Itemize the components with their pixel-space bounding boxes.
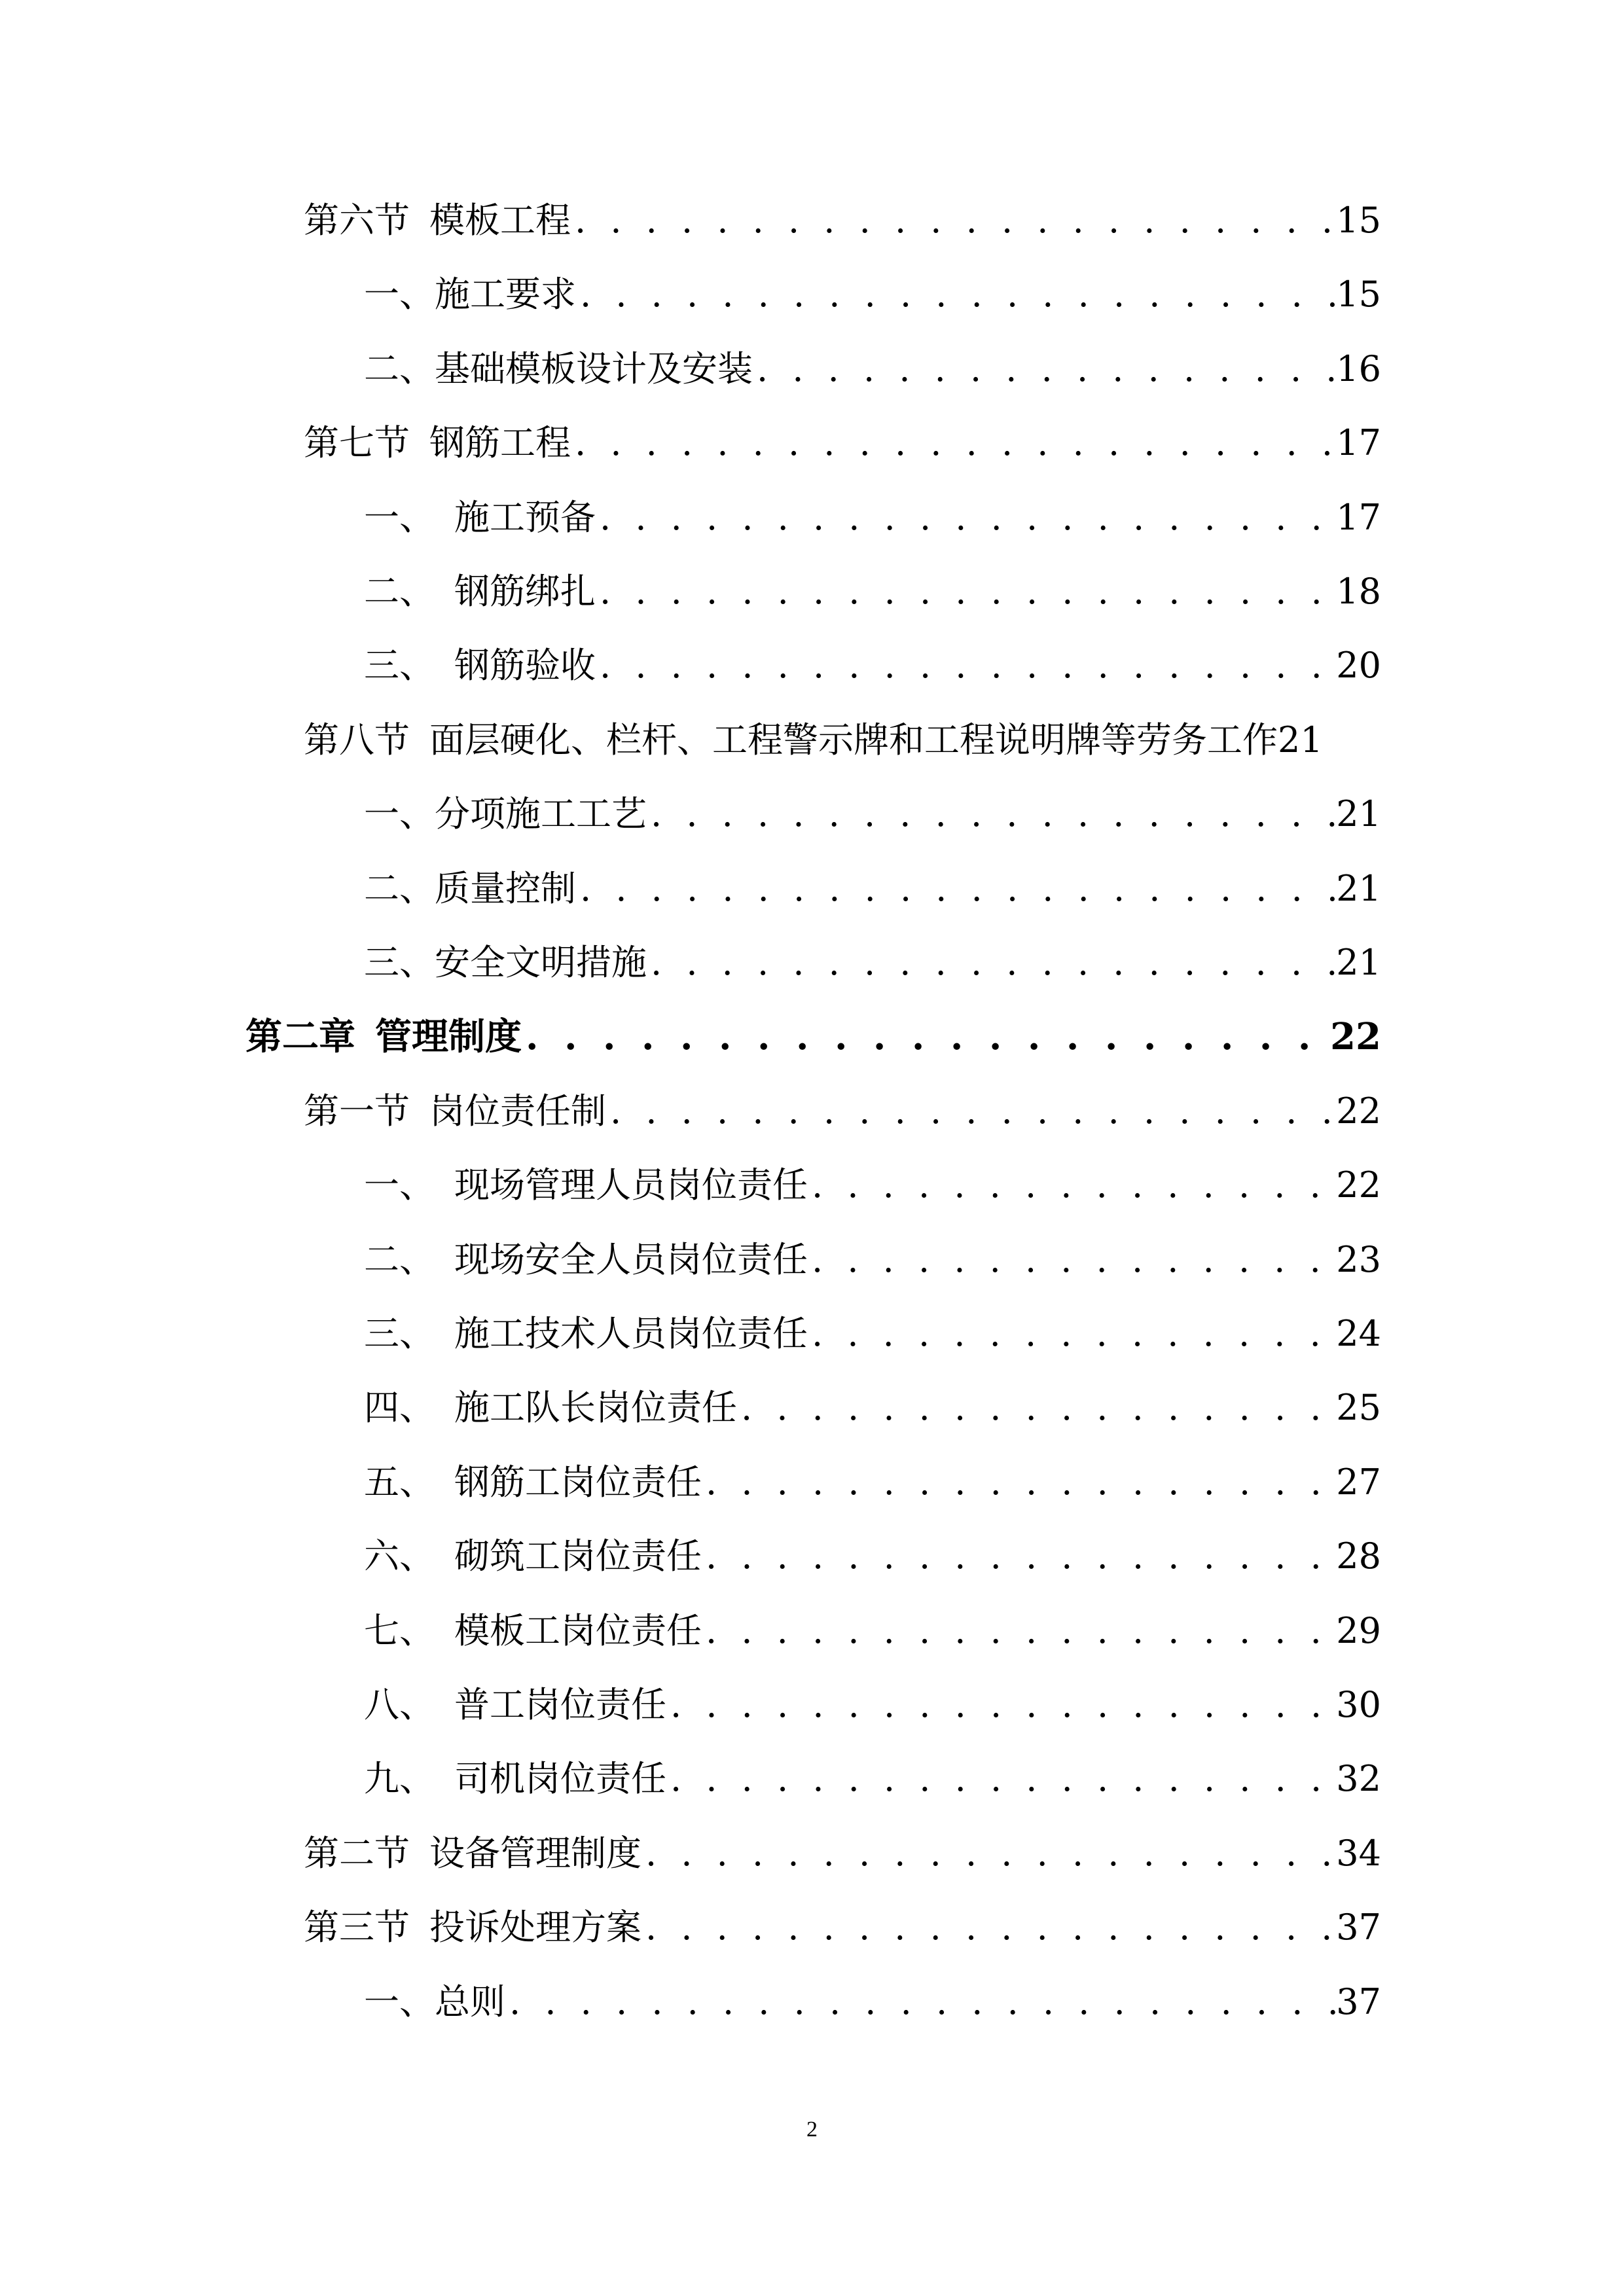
toc-entry-page: 23 xyxy=(1336,1238,1381,1280)
toc-dot-leader xyxy=(571,194,1336,247)
toc-dot-leader xyxy=(571,417,1336,469)
toc-entry[interactable] xyxy=(364,1679,1381,1731)
toc-entry-number: 八、 xyxy=(364,1684,435,1725)
toc-dot-leader xyxy=(808,1159,1336,1211)
toc-entry-page: 37 xyxy=(1336,1981,1381,2022)
toc-dot-leader xyxy=(505,1976,1336,2028)
toc-entry-number: 一、 xyxy=(364,1164,435,1206)
toc-entry-number: 第一节 xyxy=(304,1090,410,1132)
toc-dot-leader xyxy=(576,268,1336,321)
toc-entry[interactable] xyxy=(364,788,1381,840)
toc-entry[interactable] xyxy=(364,1159,1381,1211)
toc-dot-leader xyxy=(647,788,1336,840)
toc-entry-page: 34 xyxy=(1336,1832,1381,1874)
toc-entry[interactable] xyxy=(304,1901,1381,1954)
toc-entry-title: 施工预备 xyxy=(454,496,596,538)
toc-entry-number: 一、 xyxy=(364,496,435,538)
toc-entry-number: 第二章 xyxy=(245,1015,355,1059)
toc-entry-page: 21 xyxy=(1278,719,1323,761)
toc-entry-page: 22 xyxy=(1336,1164,1381,1206)
toc-entry[interactable] xyxy=(304,1085,1381,1138)
toc-entry-page: 32 xyxy=(1336,1758,1381,1800)
toc-entry-page: 29 xyxy=(1336,1609,1381,1651)
toc-entry-page: 15 xyxy=(1336,274,1381,315)
toc-entry-title: 司机岗位责任 xyxy=(454,1758,666,1800)
toc-entry[interactable] xyxy=(364,1456,1381,1509)
toc-entry-number: 第二节 xyxy=(304,1832,410,1874)
toc-entry-title: 管理制度 xyxy=(375,1015,522,1059)
toc-entry-title: 施工要求 xyxy=(435,274,576,315)
toc-entry-title: 分项施工工艺 xyxy=(435,793,647,835)
toc-entry[interactable] xyxy=(304,1827,1381,1880)
toc-entry-page: 37 xyxy=(1336,1907,1381,1948)
toc-entry-title: 模板工程 xyxy=(429,200,571,241)
toc-entry-title: 钢筋工程 xyxy=(429,422,571,464)
toc-entry-number: 第三节 xyxy=(304,1907,410,1948)
toc-entry-number: 五、 xyxy=(364,1461,435,1503)
toc-entry[interactable] xyxy=(364,639,1381,692)
toc-entry-title: 钢筋验收 xyxy=(454,645,596,687)
toc-dot-leader xyxy=(753,343,1336,395)
toc-dot-leader xyxy=(702,1605,1336,1657)
toc-dot-leader xyxy=(808,1308,1336,1360)
toc-entry[interactable] xyxy=(364,937,1381,989)
toc-entry-number: 第六节 xyxy=(304,200,410,241)
toc-entry[interactable] xyxy=(245,1011,1381,1063)
toc-entry[interactable] xyxy=(364,268,1381,321)
toc-dot-leader xyxy=(666,1753,1336,1805)
toc-entry-number: 四、 xyxy=(364,1387,435,1429)
toc-entry-number: 一、 xyxy=(364,1981,435,2022)
toc-entry-page: 15 xyxy=(1336,200,1381,241)
toc-dot-leader xyxy=(596,639,1336,692)
toc-entry-number: 第七节 xyxy=(304,422,410,464)
toc-dot-leader xyxy=(596,492,1336,544)
toc-entry-page: 21 xyxy=(1336,867,1381,909)
toc-entry-page: 21 xyxy=(1336,942,1381,983)
toc-dot-leader xyxy=(641,1901,1336,1954)
toc-entry-title: 安全文明措施 xyxy=(435,942,647,983)
toc-entry-page: 17 xyxy=(1336,422,1381,464)
toc-dot-leader xyxy=(641,1827,1336,1880)
toc-entry-page: 28 xyxy=(1336,1535,1381,1577)
toc-entry-title: 投诉处理方案 xyxy=(429,1907,641,1948)
toc-entry-title: 设备管理制度 xyxy=(429,1832,641,1874)
toc-entry-title: 普工岗位责任 xyxy=(454,1684,666,1725)
toc-entry-title: 模板工岗位责任 xyxy=(454,1609,702,1651)
toc-entry-number: 三、 xyxy=(364,645,435,687)
toc-entry-page: 18 xyxy=(1336,571,1381,612)
toc-entry-title: 基础模板设计及安装 xyxy=(435,348,753,389)
toc-dot-leader xyxy=(596,565,1336,618)
toc-entry[interactable] xyxy=(364,1382,1381,1434)
toc-entry-number: 一、 xyxy=(364,274,435,315)
toc-entry-page: 16 xyxy=(1336,348,1381,389)
toc-entry-number: 三、 xyxy=(364,942,435,983)
toc-entry-title: 面层硬化、栏杆、工程警示牌和工程说明牌等劳务工作 xyxy=(429,719,1278,761)
toc-dot-leader xyxy=(702,1456,1336,1509)
toc-entry-number: 第八节 xyxy=(304,719,410,761)
toc-entry-page: 22 xyxy=(1336,1090,1381,1132)
toc-dot-leader xyxy=(576,863,1336,915)
toc-entry[interactable] xyxy=(364,565,1381,618)
toc-entry[interactable] xyxy=(364,1976,1381,2028)
toc-entry[interactable] xyxy=(364,492,1381,544)
toc-entry[interactable] xyxy=(364,1605,1381,1657)
toc-dot-leader xyxy=(702,1530,1336,1583)
toc-dot-leader xyxy=(808,1234,1336,1286)
toc-entry-number: 二、 xyxy=(364,348,435,389)
toc-entry-title: 现场安全人员岗位责任 xyxy=(454,1238,808,1280)
toc-entry[interactable] xyxy=(364,1308,1381,1360)
toc-dot-leader xyxy=(647,937,1336,989)
toc-entry-title: 施工队长岗位责任 xyxy=(454,1387,737,1429)
toc-entry-page: 20 xyxy=(1336,645,1381,687)
toc-entry-page: 17 xyxy=(1336,496,1381,538)
toc-entry[interactable] xyxy=(304,417,1381,469)
toc-entry-title: 总则 xyxy=(435,1981,505,2022)
toc-entry-title: 质量控制 xyxy=(435,867,576,909)
toc-entry-title: 施工技术人员岗位责任 xyxy=(454,1313,808,1354)
toc-entry-page: 24 xyxy=(1336,1313,1381,1354)
toc-entry-number: 一、 xyxy=(364,793,435,835)
toc-entry-title: 现场管理人员岗位责任 xyxy=(454,1164,808,1206)
toc-entry[interactable] xyxy=(304,194,1381,247)
toc-entry-number: 二、 xyxy=(364,571,435,612)
toc-entry[interactable] xyxy=(304,714,1323,766)
toc-entry[interactable] xyxy=(364,343,1381,395)
toc-entry-title: 砌筑工岗位责任 xyxy=(454,1535,702,1577)
toc-entry-number: 六、 xyxy=(364,1535,435,1577)
toc-entry-page: 22 xyxy=(1330,1015,1381,1059)
toc-dot-leader xyxy=(606,1085,1336,1138)
toc-dot-leader xyxy=(666,1679,1336,1731)
toc-entry[interactable] xyxy=(364,863,1381,915)
toc-entry-page: 30 xyxy=(1336,1684,1381,1725)
toc-entry[interactable] xyxy=(364,1234,1381,1286)
toc-entry-title: 钢筋绑扎 xyxy=(454,571,596,612)
toc-entry-number: 二、 xyxy=(364,1238,435,1280)
page-number: 2 xyxy=(806,2117,818,2142)
toc-entry-page: 25 xyxy=(1336,1387,1381,1429)
toc-entry-number: 二、 xyxy=(364,867,435,909)
toc-dot-leader xyxy=(737,1382,1336,1434)
toc-entry-page: 21 xyxy=(1336,793,1381,835)
toc-entry[interactable] xyxy=(364,1753,1381,1805)
toc-entry-page: 27 xyxy=(1336,1461,1381,1503)
toc-entry-number: 七、 xyxy=(364,1609,435,1651)
toc-entry-title: 钢筋工岗位责任 xyxy=(454,1461,702,1503)
toc-entry-number: 三、 xyxy=(364,1313,435,1354)
toc-entry-title: 岗位责任制 xyxy=(429,1090,606,1132)
toc-dot-leader xyxy=(522,1011,1330,1063)
toc-entry-number: 九、 xyxy=(364,1758,435,1800)
toc-entry[interactable] xyxy=(364,1530,1381,1583)
